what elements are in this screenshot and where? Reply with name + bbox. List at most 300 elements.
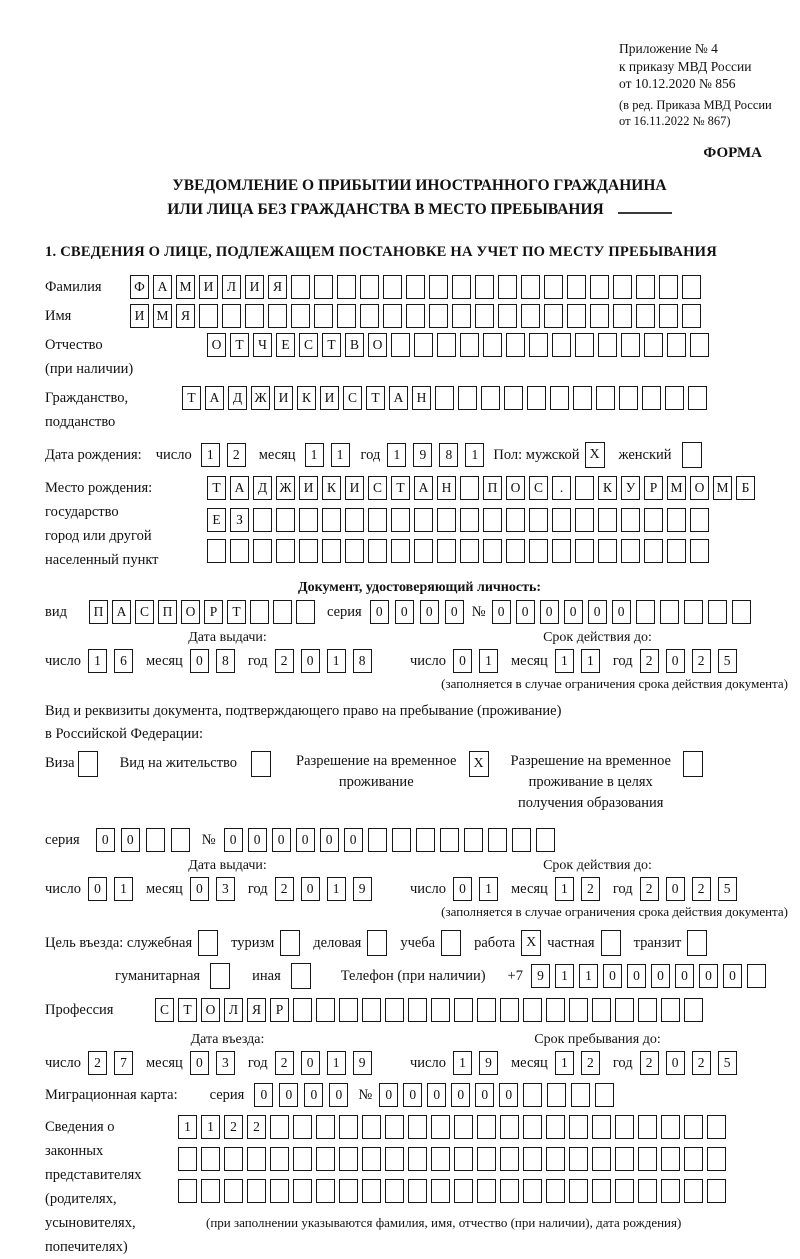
char-box[interactable]	[475, 275, 494, 299]
char-box[interactable]	[408, 1115, 427, 1139]
char-box[interactable]	[431, 1179, 450, 1203]
char-box[interactable]	[636, 275, 655, 299]
char-box[interactable]	[523, 1147, 542, 1171]
char-box[interactable]	[552, 539, 571, 563]
char-box[interactable]: 0	[190, 877, 209, 901]
char-box[interactable]	[575, 476, 594, 500]
char-box[interactable]	[460, 476, 479, 500]
char-box[interactable]: 1	[555, 1051, 574, 1075]
char-box[interactable]	[362, 1147, 381, 1171]
char-box[interactable]	[544, 275, 563, 299]
char-box[interactable]	[464, 828, 483, 852]
char-box[interactable]	[314, 275, 333, 299]
char-box[interactable]	[293, 1115, 312, 1139]
char-box[interactable]: 0	[304, 1083, 323, 1107]
char-box[interactable]: Я	[268, 275, 287, 299]
char-box[interactable]: Т	[227, 600, 246, 624]
char-box[interactable]: 0	[420, 600, 439, 624]
char-box[interactable]: 9	[531, 964, 550, 988]
purpose-business-checkbox[interactable]	[367, 930, 387, 956]
char-box[interactable]: С	[343, 386, 362, 410]
char-box[interactable]	[460, 539, 479, 563]
char-box[interactable]	[638, 998, 657, 1022]
char-box[interactable]: 1	[465, 443, 484, 467]
char-box[interactable]: 2	[275, 649, 294, 673]
char-box[interactable]: 1	[201, 443, 220, 467]
char-box[interactable]	[276, 539, 295, 563]
purpose-official-checkbox[interactable]	[198, 930, 218, 956]
char-box[interactable]: 2	[227, 443, 246, 467]
char-box[interactable]	[613, 275, 632, 299]
char-box[interactable]: 0	[723, 964, 742, 988]
purpose-study-checkbox[interactable]	[441, 930, 461, 956]
char-box[interactable]	[613, 304, 632, 328]
char-box[interactable]	[431, 998, 450, 1022]
char-box[interactable]	[569, 1179, 588, 1203]
char-box[interactable]: 0	[279, 1083, 298, 1107]
char-box[interactable]	[529, 539, 548, 563]
char-box[interactable]: 0	[395, 600, 414, 624]
char-box[interactable]	[707, 1147, 726, 1171]
char-box[interactable]	[408, 1147, 427, 1171]
char-box[interactable]	[527, 386, 546, 410]
char-box[interactable]	[322, 539, 341, 563]
char-box[interactable]: 0	[699, 964, 718, 988]
char-box[interactable]	[460, 333, 479, 357]
char-box[interactable]: 0	[651, 964, 670, 988]
char-box[interactable]	[316, 998, 335, 1022]
char-box[interactable]	[590, 275, 609, 299]
char-box[interactable]: 9	[353, 877, 372, 901]
char-box[interactable]: М	[176, 275, 195, 299]
char-box[interactable]: С	[135, 600, 154, 624]
char-box[interactable]	[339, 998, 358, 1022]
char-box[interactable]	[322, 508, 341, 532]
char-box[interactable]: С	[299, 333, 318, 357]
char-box[interactable]	[661, 998, 680, 1022]
char-box[interactable]	[362, 1179, 381, 1203]
char-box[interactable]: 2	[640, 1051, 659, 1075]
char-box[interactable]	[708, 600, 727, 624]
char-box[interactable]	[569, 998, 588, 1022]
char-box[interactable]	[245, 304, 264, 328]
char-box[interactable]	[253, 508, 272, 532]
char-box[interactable]	[368, 539, 387, 563]
char-box[interactable]: А	[112, 600, 131, 624]
char-box[interactable]: Я	[247, 998, 266, 1022]
char-box[interactable]: П	[158, 600, 177, 624]
char-box[interactable]	[431, 1147, 450, 1171]
char-box[interactable]: О	[368, 333, 387, 357]
char-box[interactable]	[667, 539, 686, 563]
char-box[interactable]: 9	[353, 1051, 372, 1075]
char-box[interactable]	[385, 998, 404, 1022]
char-box[interactable]	[406, 275, 425, 299]
char-box[interactable]	[590, 304, 609, 328]
char-box[interactable]	[644, 333, 663, 357]
char-box[interactable]	[644, 508, 663, 532]
char-box[interactable]	[684, 998, 703, 1022]
purpose-work-checkbox[interactable]: X	[521, 930, 541, 956]
char-box[interactable]	[452, 304, 471, 328]
temp-permit-checkbox[interactable]: X	[469, 751, 489, 777]
char-box[interactable]	[707, 1179, 726, 1203]
char-box[interactable]	[546, 1115, 565, 1139]
char-box[interactable]: 0	[666, 649, 685, 673]
char-box[interactable]	[598, 508, 617, 532]
char-box[interactable]	[314, 304, 333, 328]
char-box[interactable]: Ж	[276, 476, 295, 500]
char-box[interactable]	[552, 508, 571, 532]
char-box[interactable]	[747, 964, 766, 988]
char-box[interactable]: 6	[114, 649, 133, 673]
char-box[interactable]	[477, 1147, 496, 1171]
char-box[interactable]: А	[389, 386, 408, 410]
char-box[interactable]	[707, 1115, 726, 1139]
char-box[interactable]	[270, 1115, 289, 1139]
char-box[interactable]	[638, 1115, 657, 1139]
char-box[interactable]	[644, 539, 663, 563]
char-box[interactable]: 0	[190, 1051, 209, 1075]
char-box[interactable]: К	[297, 386, 316, 410]
char-box[interactable]: Т	[322, 333, 341, 357]
char-box[interactable]	[270, 1179, 289, 1203]
char-box[interactable]: 3	[216, 1051, 235, 1075]
char-box[interactable]	[475, 304, 494, 328]
char-box[interactable]	[661, 1115, 680, 1139]
char-box[interactable]	[207, 539, 226, 563]
char-box[interactable]: 1	[453, 1051, 472, 1075]
char-box[interactable]	[339, 1115, 358, 1139]
char-box[interactable]	[661, 1179, 680, 1203]
char-box[interactable]: В	[345, 333, 364, 357]
char-box[interactable]: П	[483, 476, 502, 500]
char-box[interactable]	[615, 1147, 634, 1171]
char-box[interactable]: 0	[564, 600, 583, 624]
char-box[interactable]	[339, 1179, 358, 1203]
char-box[interactable]: 0	[379, 1083, 398, 1107]
char-box[interactable]	[299, 508, 318, 532]
char-box[interactable]	[500, 1115, 519, 1139]
char-box[interactable]: 0	[627, 964, 646, 988]
char-box[interactable]	[316, 1115, 335, 1139]
char-box[interactable]: 7	[114, 1051, 133, 1075]
char-box[interactable]: И	[199, 275, 218, 299]
char-box[interactable]	[506, 508, 525, 532]
char-box[interactable]	[500, 1147, 519, 1171]
char-box[interactable]: О	[181, 600, 200, 624]
char-box[interactable]	[270, 1147, 289, 1171]
char-box[interactable]	[224, 1147, 243, 1171]
char-box[interactable]: М	[153, 304, 172, 328]
char-box[interactable]: 1	[327, 877, 346, 901]
residence-permit-checkbox[interactable]	[251, 751, 271, 777]
sex-male-checkbox[interactable]: X	[585, 442, 605, 468]
char-box[interactable]: 2	[275, 1051, 294, 1075]
char-box[interactable]: 5	[718, 1051, 737, 1075]
char-box[interactable]	[268, 304, 287, 328]
char-box[interactable]	[621, 539, 640, 563]
char-box[interactable]	[454, 1147, 473, 1171]
char-box[interactable]: А	[205, 386, 224, 410]
char-box[interactable]: 0	[296, 828, 315, 852]
char-box[interactable]	[316, 1179, 335, 1203]
char-box[interactable]: 2	[692, 877, 711, 901]
char-box[interactable]	[536, 828, 555, 852]
char-box[interactable]	[337, 275, 356, 299]
char-box[interactable]: 1	[555, 649, 574, 673]
char-box[interactable]	[171, 828, 190, 852]
char-box[interactable]	[247, 1179, 266, 1203]
char-box[interactable]: И	[245, 275, 264, 299]
char-box[interactable]: А	[414, 476, 433, 500]
char-box[interactable]: 5	[718, 649, 737, 673]
char-box[interactable]: М	[667, 476, 686, 500]
char-box[interactable]	[552, 333, 571, 357]
char-box[interactable]: 0	[427, 1083, 446, 1107]
char-box[interactable]: З	[230, 508, 249, 532]
char-box[interactable]	[512, 828, 531, 852]
char-box[interactable]	[488, 828, 507, 852]
char-box[interactable]: 2	[692, 649, 711, 673]
char-box[interactable]: 0	[121, 828, 140, 852]
char-box[interactable]	[521, 275, 540, 299]
char-box[interactable]	[529, 333, 548, 357]
char-box[interactable]: 0	[612, 600, 631, 624]
char-box[interactable]	[360, 275, 379, 299]
char-box[interactable]: 1	[555, 964, 574, 988]
char-box[interactable]	[452, 275, 471, 299]
char-box[interactable]	[546, 1179, 565, 1203]
char-box[interactable]	[546, 998, 565, 1022]
char-box[interactable]	[345, 508, 364, 532]
char-box[interactable]	[201, 1179, 220, 1203]
char-box[interactable]	[483, 539, 502, 563]
char-box[interactable]: Л	[224, 998, 243, 1022]
char-box[interactable]: Т	[178, 998, 197, 1022]
char-box[interactable]: 0	[451, 1083, 470, 1107]
char-box[interactable]: 1	[479, 877, 498, 901]
char-box[interactable]	[621, 333, 640, 357]
char-box[interactable]: Н	[437, 476, 456, 500]
char-box[interactable]	[391, 508, 410, 532]
char-box[interactable]: Т	[207, 476, 226, 500]
char-box[interactable]	[293, 1147, 312, 1171]
char-box[interactable]: 2	[275, 877, 294, 901]
char-box[interactable]	[598, 539, 617, 563]
char-box[interactable]	[636, 304, 655, 328]
char-box[interactable]: Б	[736, 476, 755, 500]
char-box[interactable]	[638, 1147, 657, 1171]
char-box[interactable]	[222, 304, 241, 328]
purpose-tourism-checkbox[interactable]	[280, 930, 300, 956]
char-box[interactable]: 1	[327, 1051, 346, 1075]
char-box[interactable]: Л	[222, 275, 241, 299]
char-box[interactable]: 0	[540, 600, 559, 624]
char-box[interactable]	[506, 333, 525, 357]
char-box[interactable]	[592, 1179, 611, 1203]
char-box[interactable]	[500, 1179, 519, 1203]
char-box[interactable]	[391, 539, 410, 563]
char-box[interactable]	[567, 275, 586, 299]
char-box[interactable]: Е	[207, 508, 226, 532]
char-box[interactable]: С	[155, 998, 174, 1022]
char-box[interactable]: 0	[445, 600, 464, 624]
char-box[interactable]	[414, 539, 433, 563]
char-box[interactable]: 0	[301, 649, 320, 673]
char-box[interactable]: 0	[254, 1083, 273, 1107]
char-box[interactable]: 1	[114, 877, 133, 901]
char-box[interactable]: 2	[692, 1051, 711, 1075]
char-box[interactable]	[385, 1179, 404, 1203]
char-box[interactable]	[667, 508, 686, 532]
char-box[interactable]	[573, 386, 592, 410]
char-box[interactable]: 0	[499, 1083, 518, 1107]
char-box[interactable]: 2	[581, 877, 600, 901]
char-box[interactable]: 0	[301, 877, 320, 901]
char-box[interactable]	[477, 1179, 496, 1203]
char-box[interactable]	[291, 304, 310, 328]
char-box[interactable]	[523, 1179, 542, 1203]
char-box[interactable]	[575, 333, 594, 357]
char-box[interactable]: 0	[301, 1051, 320, 1075]
char-box[interactable]: Д	[253, 476, 272, 500]
char-box[interactable]	[732, 600, 751, 624]
char-box[interactable]: 0	[603, 964, 622, 988]
char-box[interactable]: П	[89, 600, 108, 624]
char-box[interactable]: 0	[320, 828, 339, 852]
char-box[interactable]	[230, 539, 249, 563]
char-box[interactable]: С	[529, 476, 548, 500]
sex-female-checkbox[interactable]	[682, 442, 702, 468]
char-box[interactable]	[546, 1147, 565, 1171]
char-box[interactable]	[619, 386, 638, 410]
char-box[interactable]: И	[130, 304, 149, 328]
char-box[interactable]	[437, 508, 456, 532]
char-box[interactable]	[642, 386, 661, 410]
char-box[interactable]	[661, 1147, 680, 1171]
char-box[interactable]: И	[274, 386, 293, 410]
char-box[interactable]: 8	[353, 649, 372, 673]
char-box[interactable]	[638, 1179, 657, 1203]
char-box[interactable]: 2	[224, 1115, 243, 1139]
char-box[interactable]	[408, 1179, 427, 1203]
char-box[interactable]: С	[368, 476, 387, 500]
char-box[interactable]	[316, 1147, 335, 1171]
char-box[interactable]	[440, 828, 459, 852]
char-box[interactable]	[592, 1115, 611, 1139]
char-box[interactable]: 0	[475, 1083, 494, 1107]
char-box[interactable]	[460, 508, 479, 532]
char-box[interactable]: 0	[666, 1051, 685, 1075]
char-box[interactable]	[199, 304, 218, 328]
char-box[interactable]	[498, 275, 517, 299]
char-box[interactable]: 0	[666, 877, 685, 901]
char-box[interactable]: Р	[644, 476, 663, 500]
char-box[interactable]: 0	[329, 1083, 348, 1107]
char-box[interactable]	[392, 828, 411, 852]
char-box[interactable]	[250, 600, 269, 624]
char-box[interactable]	[483, 508, 502, 532]
char-box[interactable]: 3	[216, 877, 235, 901]
char-box[interactable]	[360, 304, 379, 328]
char-box[interactable]: 0	[675, 964, 694, 988]
char-box[interactable]	[458, 386, 477, 410]
char-box[interactable]: 1	[579, 964, 598, 988]
char-box[interactable]: 0	[403, 1083, 422, 1107]
char-box[interactable]	[291, 275, 310, 299]
char-box[interactable]: Е	[276, 333, 295, 357]
char-box[interactable]	[659, 304, 678, 328]
char-box[interactable]	[406, 304, 425, 328]
char-box[interactable]	[385, 1147, 404, 1171]
char-box[interactable]: И	[299, 476, 318, 500]
char-box[interactable]	[454, 1179, 473, 1203]
char-box[interactable]	[368, 508, 387, 532]
char-box[interactable]: У	[621, 476, 640, 500]
char-box[interactable]: .	[552, 476, 571, 500]
char-box[interactable]	[596, 386, 615, 410]
char-box[interactable]	[345, 539, 364, 563]
char-box[interactable]	[296, 600, 315, 624]
char-box[interactable]: 1	[201, 1115, 220, 1139]
char-box[interactable]	[684, 600, 703, 624]
char-box[interactable]	[385, 1115, 404, 1139]
char-box[interactable]: 1	[555, 877, 574, 901]
char-box[interactable]: О	[201, 998, 220, 1022]
char-box[interactable]	[431, 1115, 450, 1139]
char-box[interactable]	[523, 1083, 542, 1107]
char-box[interactable]: Я	[176, 304, 195, 328]
char-box[interactable]	[544, 304, 563, 328]
char-box[interactable]: Д	[228, 386, 247, 410]
char-box[interactable]: О	[690, 476, 709, 500]
char-box[interactable]	[575, 539, 594, 563]
char-box[interactable]: 5	[718, 877, 737, 901]
char-box[interactable]	[337, 304, 356, 328]
char-box[interactable]: 0	[190, 649, 209, 673]
char-box[interactable]: 0	[453, 649, 472, 673]
char-box[interactable]: Р	[270, 998, 289, 1022]
purpose-private-checkbox[interactable]	[601, 930, 621, 956]
char-box[interactable]: 0	[96, 828, 115, 852]
char-box[interactable]: О	[506, 476, 525, 500]
char-box[interactable]	[253, 539, 272, 563]
char-box[interactable]: 2	[88, 1051, 107, 1075]
char-box[interactable]	[293, 998, 312, 1022]
char-box[interactable]	[665, 386, 684, 410]
char-box[interactable]	[293, 1179, 312, 1203]
char-box[interactable]	[690, 508, 709, 532]
char-box[interactable]	[273, 600, 292, 624]
char-box[interactable]: К	[322, 476, 341, 500]
char-box[interactable]	[276, 508, 295, 532]
char-box[interactable]	[592, 998, 611, 1022]
char-box[interactable]	[178, 1147, 197, 1171]
char-box[interactable]	[362, 998, 381, 1022]
char-box[interactable]	[690, 333, 709, 357]
char-box[interactable]: Н	[412, 386, 431, 410]
char-box[interactable]	[592, 1147, 611, 1171]
char-box[interactable]: Т	[391, 476, 410, 500]
char-box[interactable]	[383, 304, 402, 328]
char-box[interactable]	[201, 1147, 220, 1171]
char-box[interactable]	[339, 1147, 358, 1171]
char-box[interactable]: 1	[581, 649, 600, 673]
char-box[interactable]	[454, 1115, 473, 1139]
temp-permit-edu-checkbox[interactable]	[683, 751, 703, 777]
char-box[interactable]	[454, 998, 473, 1022]
